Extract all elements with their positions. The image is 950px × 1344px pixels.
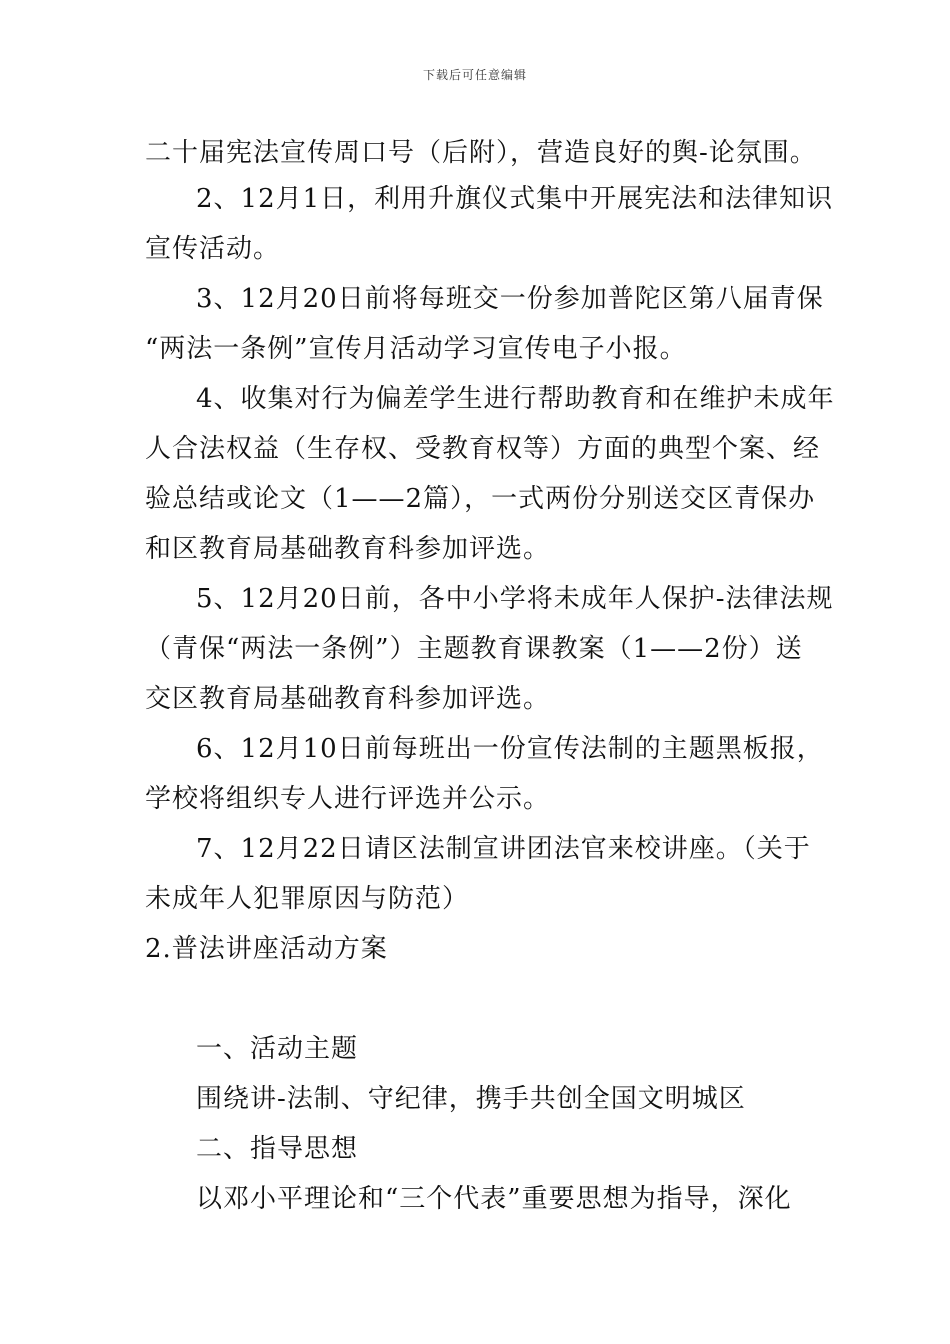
text-line: 学校将组织专人进行评选并公示。 xyxy=(145,784,551,814)
text-line: 和区教育局基础教育科参加评选。 xyxy=(145,534,551,564)
text-line: 6、12月10日前每班出一份宣传法制的主题黑板报， xyxy=(196,734,824,764)
text-line: “两法一条例”宣传月活动学习宣传电子小报。 xyxy=(145,334,687,364)
text-line: 4、收集对行为偏差学生进行帮助教育和在维护未成年 xyxy=(196,384,835,414)
text-line: 宣传活动。 xyxy=(145,234,281,264)
text-line: 未成年人犯罪原因与防范） xyxy=(145,884,470,914)
text-line: 7、12月22日请区法制宣讲团法官来校讲座。（关于 xyxy=(196,834,811,864)
text-line: 以邓小平理论和“三个代表”重要思想为指导，深化 xyxy=(196,1184,792,1214)
section-heading: 一、活动主题 xyxy=(196,1034,359,1064)
page-header: 下载后可任意编辑 xyxy=(422,68,527,82)
text-line: 人合法权益（生存权、受教育权等）方面的典型个案、经 xyxy=(145,434,821,464)
section-heading: 2.普法讲座活动方案 xyxy=(145,934,388,964)
text-line: （青保“两法一条例”）主题教育课教案（1——2份）送 xyxy=(145,634,803,664)
section-heading: 二、指导思想 xyxy=(196,1134,359,1164)
text-line: 5、12月20日前，各中小学将未成年人保护-法律法规 xyxy=(196,584,834,614)
text-line: 3、12月20日前将每班交一份参加普陀区第八届青保 xyxy=(196,284,824,314)
text-line: 二十届宪法宣传周口号（后附），营造良好的舆-论氛围。 xyxy=(145,138,817,168)
text-line: 验总结或论文（1——2篇），一式两份分别送交区青保办 xyxy=(145,484,816,514)
text-line: 2、12月1日，利用升旗仪式集中开展宪法和法律知识 xyxy=(196,184,834,214)
text-line: 围绕讲-法制、守纪律，携手共创全国文明城区 xyxy=(196,1084,746,1114)
text-line: 交区教育局基础教育科参加评选。 xyxy=(145,684,551,714)
